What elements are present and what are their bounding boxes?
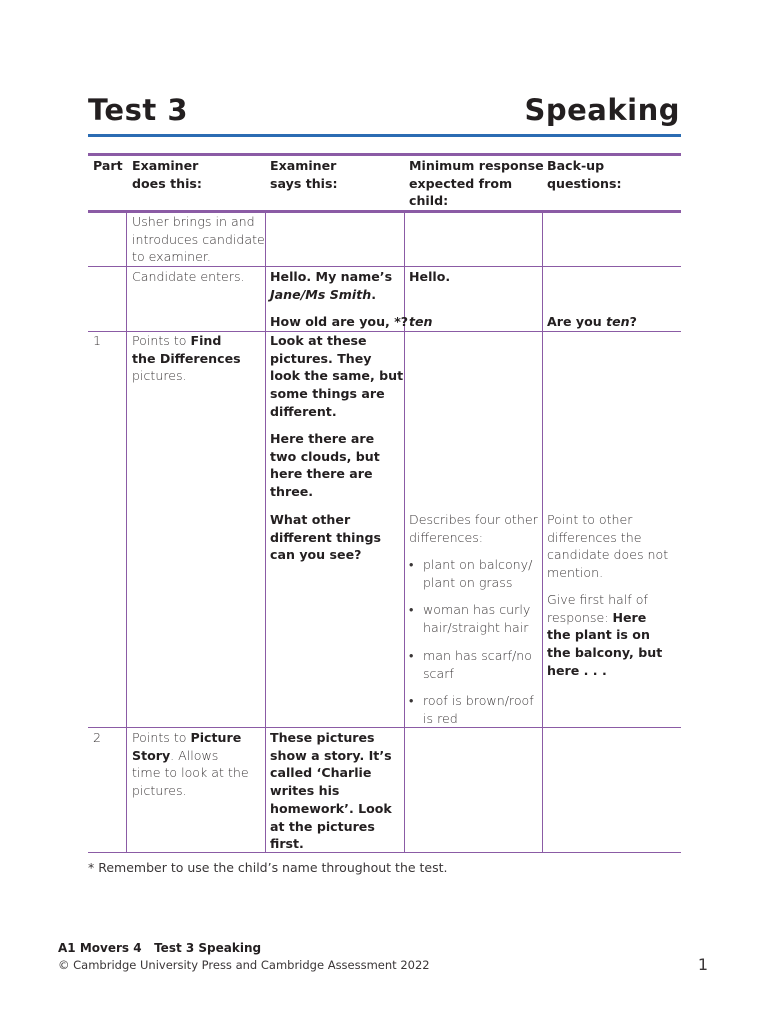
bullet-icon: • xyxy=(409,648,414,663)
bullet-icon: • xyxy=(409,693,414,708)
text-line: Picture xyxy=(190,730,242,745)
age-response: ten xyxy=(409,314,433,329)
header-rule xyxy=(88,134,681,137)
col-header-minimum-response xyxy=(409,157,544,210)
col-header-backup-questions: Back-up questions: xyxy=(547,158,622,191)
text-line: roof is brown/roof xyxy=(423,693,534,708)
examiner-name: Jane/Ms Smith xyxy=(270,286,372,302)
difference-item xyxy=(423,647,532,682)
text-line: the plant is on xyxy=(547,627,650,643)
text-line: differences: xyxy=(409,529,484,545)
difference-item xyxy=(423,692,534,727)
text-line: show a story. It’s xyxy=(270,747,392,763)
row-divider xyxy=(88,266,681,267)
footer-copyright: © Cambridge University Press and Cambridge Assessment 2022 xyxy=(58,958,430,972)
part-number: 1 xyxy=(93,333,102,348)
bullet-icon: • xyxy=(409,602,414,617)
text-line: three. xyxy=(270,484,314,500)
text-line: differences the xyxy=(547,529,642,545)
col-header-examiner-says xyxy=(270,157,338,192)
footer-title: A1 Movers 4 Test 3 Speaking xyxy=(58,941,262,955)
text-line: Hello. My name’s xyxy=(270,269,393,284)
text-line: hair/straight hair xyxy=(423,619,529,635)
text-line: Point to other xyxy=(547,512,633,527)
text-line: Describes four other xyxy=(409,512,538,527)
col-header-line: Minimum response xyxy=(409,158,544,173)
part1-instruction xyxy=(132,332,241,385)
part1-response-intro xyxy=(409,511,538,546)
text-line: scarf xyxy=(423,665,454,681)
text-line: Here there are xyxy=(270,431,375,446)
age-backup xyxy=(547,313,637,331)
text-line: ? xyxy=(629,314,637,329)
column-divider xyxy=(542,212,543,852)
text-line: Here xyxy=(612,609,647,625)
text-line: plant on balcony/ xyxy=(423,557,533,572)
page-title: Test 3 xyxy=(88,93,188,127)
text-line: writes his xyxy=(270,783,340,799)
text-line: can you see? xyxy=(270,547,362,563)
text-line: mention. xyxy=(547,565,604,581)
usher-instruction xyxy=(132,213,265,266)
text-line: at the pictures xyxy=(270,818,375,834)
text-line: two clouds, but xyxy=(270,448,380,464)
text-line: here there are xyxy=(270,466,373,482)
col-header-examiner-does xyxy=(132,157,202,192)
text-line: ten xyxy=(606,314,630,329)
text-line: is red xyxy=(423,710,458,726)
text-line: These pictures xyxy=(270,730,375,745)
text-line: Usher brings in and xyxy=(132,214,255,229)
text-line: candidate does not xyxy=(547,547,669,563)
text-line: Find xyxy=(190,333,222,348)
section-title: Speaking xyxy=(524,93,680,127)
part1-says-question xyxy=(270,511,381,564)
text-line: pictures. They xyxy=(270,350,372,366)
difference-item xyxy=(423,556,532,591)
greeting-response: Hello. xyxy=(409,269,451,284)
col-header-line: Examiner xyxy=(270,158,337,173)
text-line: pictures. xyxy=(132,783,187,799)
text-line: called ‘Charlie xyxy=(270,765,372,781)
text-line: What other xyxy=(270,512,351,527)
column-divider xyxy=(404,212,405,852)
column-divider xyxy=(126,212,127,852)
text-line: Points to xyxy=(132,333,191,348)
part1-says-look xyxy=(270,332,403,421)
text-line: different. xyxy=(270,403,337,419)
text-line: different things xyxy=(270,529,381,545)
part-number: 2 xyxy=(93,730,102,745)
text-line: Points to xyxy=(132,730,191,745)
text-line: to examiner. xyxy=(132,249,211,265)
text-line: some things are xyxy=(270,386,385,402)
part1-says-example xyxy=(270,430,380,501)
age-question: How old are you, *? xyxy=(270,314,409,329)
text-line: Look at these xyxy=(270,333,367,348)
text-line: woman has curly xyxy=(423,602,531,617)
col-header-line: says this: xyxy=(270,175,338,191)
text-line: plant on grass xyxy=(423,574,513,590)
col-header-line: expected from xyxy=(409,175,513,191)
text-line: time to look at the xyxy=(132,765,249,781)
page-number: 1 xyxy=(697,955,708,974)
text-line: pictures. xyxy=(132,368,187,384)
col-header-line: Examiner xyxy=(132,158,199,173)
col-header-part: Part xyxy=(93,158,123,173)
col-header-line: child: xyxy=(409,193,449,209)
candidate-enters: Candidate enters. xyxy=(132,269,245,284)
footnote: * Remember to use the child’s name throughout the test. xyxy=(88,860,448,875)
table-top-rule xyxy=(88,153,681,156)
text-line: . xyxy=(371,286,376,302)
text-line: introduces candidate xyxy=(132,231,265,247)
text-line: the balcony, but xyxy=(547,645,663,661)
part2-says xyxy=(270,729,392,853)
text-line: Story xyxy=(132,747,171,763)
difference-item xyxy=(423,601,530,636)
part1-backup-point xyxy=(547,511,668,582)
part1-backup-prompt xyxy=(547,591,662,680)
text-line: here . . . xyxy=(547,662,607,678)
text-line: first. xyxy=(270,836,304,852)
text-line: . Allows xyxy=(170,747,219,763)
text-line: Are you xyxy=(547,314,607,329)
text-line: Give first half of xyxy=(547,592,648,607)
bullet-icon: • xyxy=(409,557,414,572)
text-line: response: xyxy=(547,609,613,625)
part2-instruction xyxy=(132,729,249,800)
row-divider xyxy=(88,727,681,728)
text-line: homework’. Look xyxy=(270,800,392,816)
column-divider xyxy=(265,212,266,852)
text-line: man has scarf/no xyxy=(423,648,532,663)
text-line: look the same, but xyxy=(270,368,404,384)
col-header-line: does this: xyxy=(132,175,202,191)
text-line: the Differences xyxy=(132,350,241,366)
greeting-says xyxy=(270,268,392,303)
